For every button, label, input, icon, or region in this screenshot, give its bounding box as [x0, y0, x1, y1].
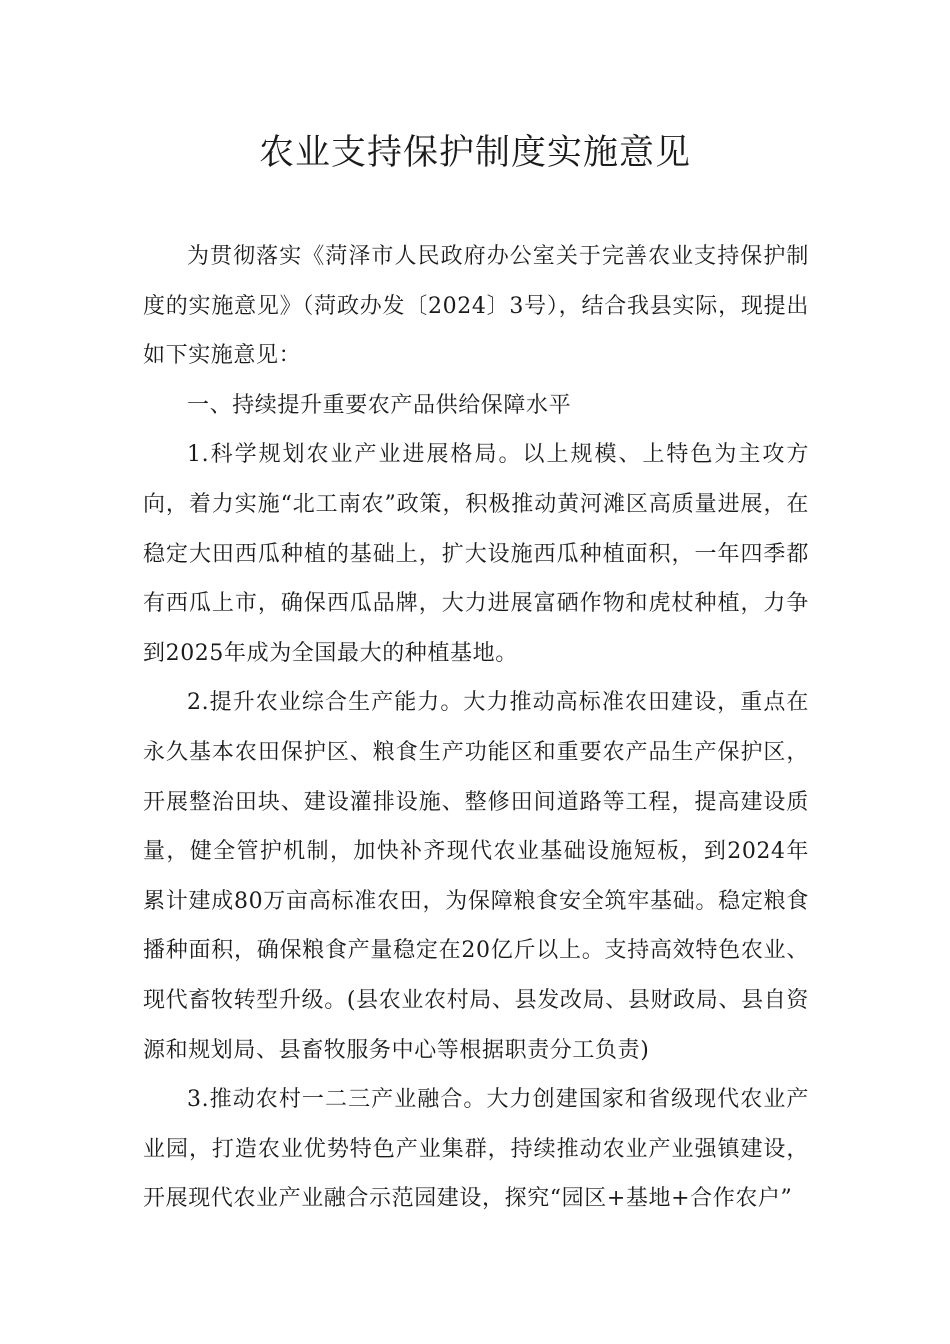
document-title: 农业支持保护制度实施意见: [258, 133, 691, 173]
paragraph-item-3: 3.推动农村一二三产业融合。大力创建国家和省级现代农业产业园，打造农业优势特色产业集群，持续推动农业产业强镇建设，开展现代农业产业融合示范园建设，探究“园区+基地+合作农户”: [143, 1087, 809, 1212]
paragraph-item-2: 2.提升农业综合生产能力。大力推动高标准农田建设，重点在永久基本农田保护区、粮食生产功能区和重要农产品生产保护区，开展整治田块、建设灌排设施、整修田间道路等工程，提高建设质量，健全管护机制，加快补齐现代农业基础设施短板，到2024年累计建成80万亩高标准农田，为保障粮食安全筑牢基础。稳定粮食播种面积，确保粮食产量稳定在20亿斤以上。支持高效特色农业、现代畜牧转型升级。(县农业农村局、县发改局、县财政局、县自资源和规划局、县畜牧服务中心等根据职责分工负责): [143, 690, 809, 1063]
paragraph-intro: 为贯彻落实《菏泽市人民政府办公室关于完善农业支持保护制度的实施意见》（菏政办发〔2024〕3号），结合我县实际，现提出如下实施意见：: [143, 244, 809, 369]
section-heading-1: 一、持续提升重要农产品供给保障水平: [187, 392, 572, 418]
paragraph-item-1: 1.科学规划农业产业进展格局。以上规模、上特色为主攻方向，着力实施“北工南农”政策，积极推动黄河滩区高质量进展，在稳定大田西瓜种植的基础上，扩大设施西瓜种植面积，一年四季都有西瓜上市，确保西瓜品牌，大力进展富硒作物和虎杖种植，力争到2025年成为全国最大的种植基地。: [143, 442, 809, 666]
document-body: [143, 232, 809, 1224]
